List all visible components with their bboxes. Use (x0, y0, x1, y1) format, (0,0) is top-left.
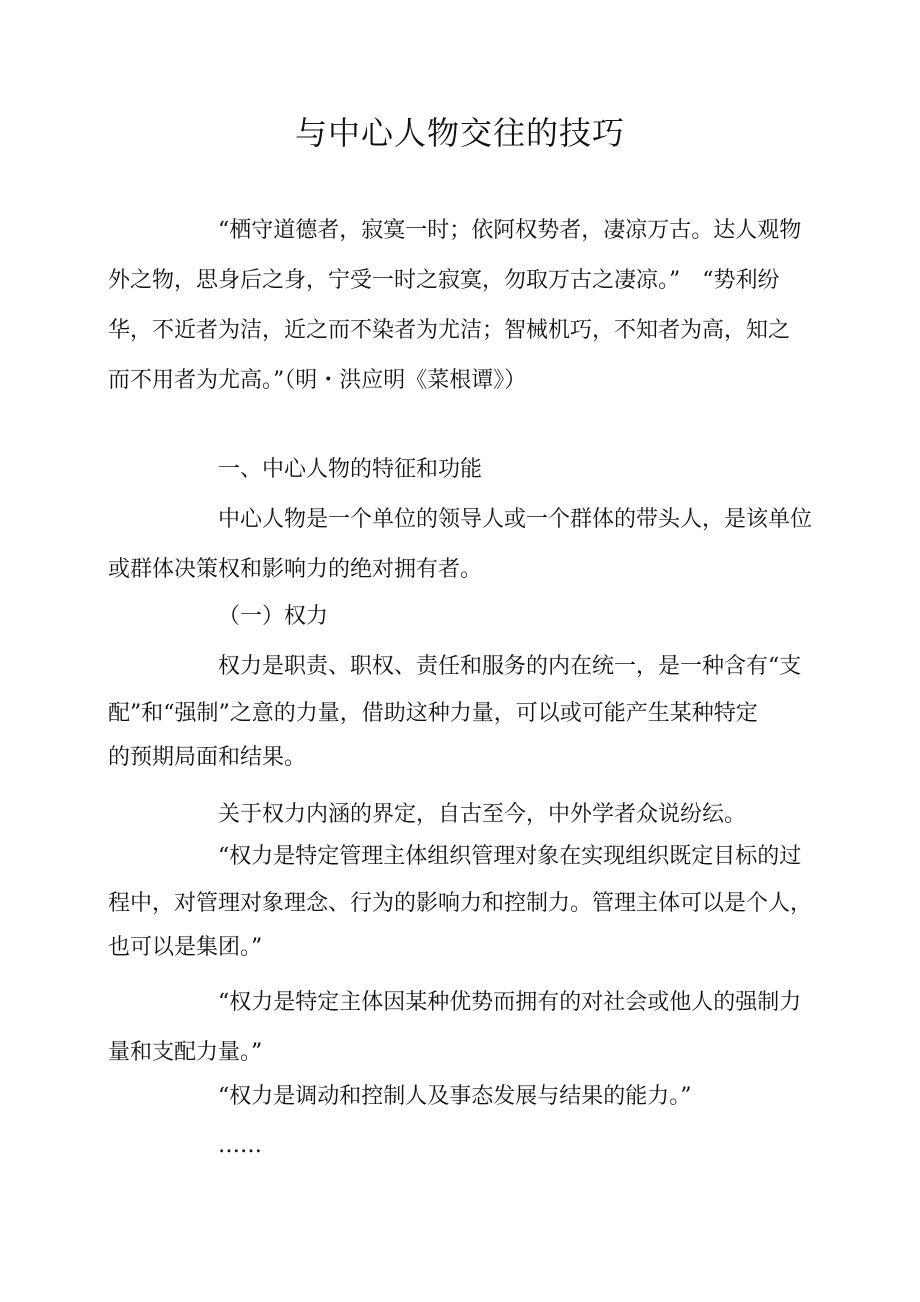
subsection-heading (108, 592, 818, 642)
text-line: 或群体决策权和影响力的绝对拥有者。 (108, 557, 483, 582)
text-line: 也可以是集团。” (108, 935, 263, 960)
text-line: 中心人物是一个单位的领导人或一个群体的带头人，是该单位 (218, 507, 813, 532)
ellipsis (108, 1121, 818, 1171)
text-line: 量和支配力量。” (108, 1040, 263, 1065)
text-line: …… (218, 1133, 262, 1158)
quote (108, 832, 818, 970)
text-line: 权力是职责、职权、责任和服务的内在统一，是一种含有“支 (218, 654, 802, 679)
text-line: 的预期局面和结果。 (108, 745, 307, 770)
text-line: 外之物，思身后之身，宁受一时之寂寞，勿取万古之凄凉。” “势利纷 (108, 268, 780, 293)
paragraph (108, 495, 818, 595)
text-line: 关于权力内涵的界定，自古至今，中外学者众说纷纭。 (218, 802, 747, 827)
quote (108, 978, 818, 1078)
text-line: 一、中心人物的特征和功能 (218, 457, 483, 482)
text-line: （一）权力 (218, 604, 329, 629)
text-line: “权力是特定管理主体组织管理对象在实现组织既定目标的过 (218, 844, 802, 869)
quote (108, 1072, 818, 1122)
document-title: 与中心人物交往的技巧 (294, 114, 625, 152)
section-heading (108, 445, 818, 495)
text-line: 而不用者为尤高。”（明・洪应明《菜根谭》） (108, 368, 527, 393)
text-line: “权力是特定主体因某种优势而拥有的对社会或他人的强制力 (218, 990, 802, 1015)
text-line: 华，不近者为洁，近之而不染者为尤洁；智械机巧，不知者为高，知之 (108, 318, 791, 343)
text-line: “权力是调动和控制人及事态发展与结果的能力。” (218, 1084, 692, 1109)
epigraph (108, 206, 818, 406)
text-line: 配”和“强制”之意的力量，借助这种力量，可以或可能产生某种特定 (108, 701, 758, 726)
paragraph (108, 642, 818, 780)
text-line: “栖守道德者，寂寞一时；依阿权势者，凄凉万古。达人观物 (218, 218, 802, 243)
text-line: 程中，对管理对象理念、行为的影响力和控制力。管理主体可以是个人， (108, 891, 813, 916)
